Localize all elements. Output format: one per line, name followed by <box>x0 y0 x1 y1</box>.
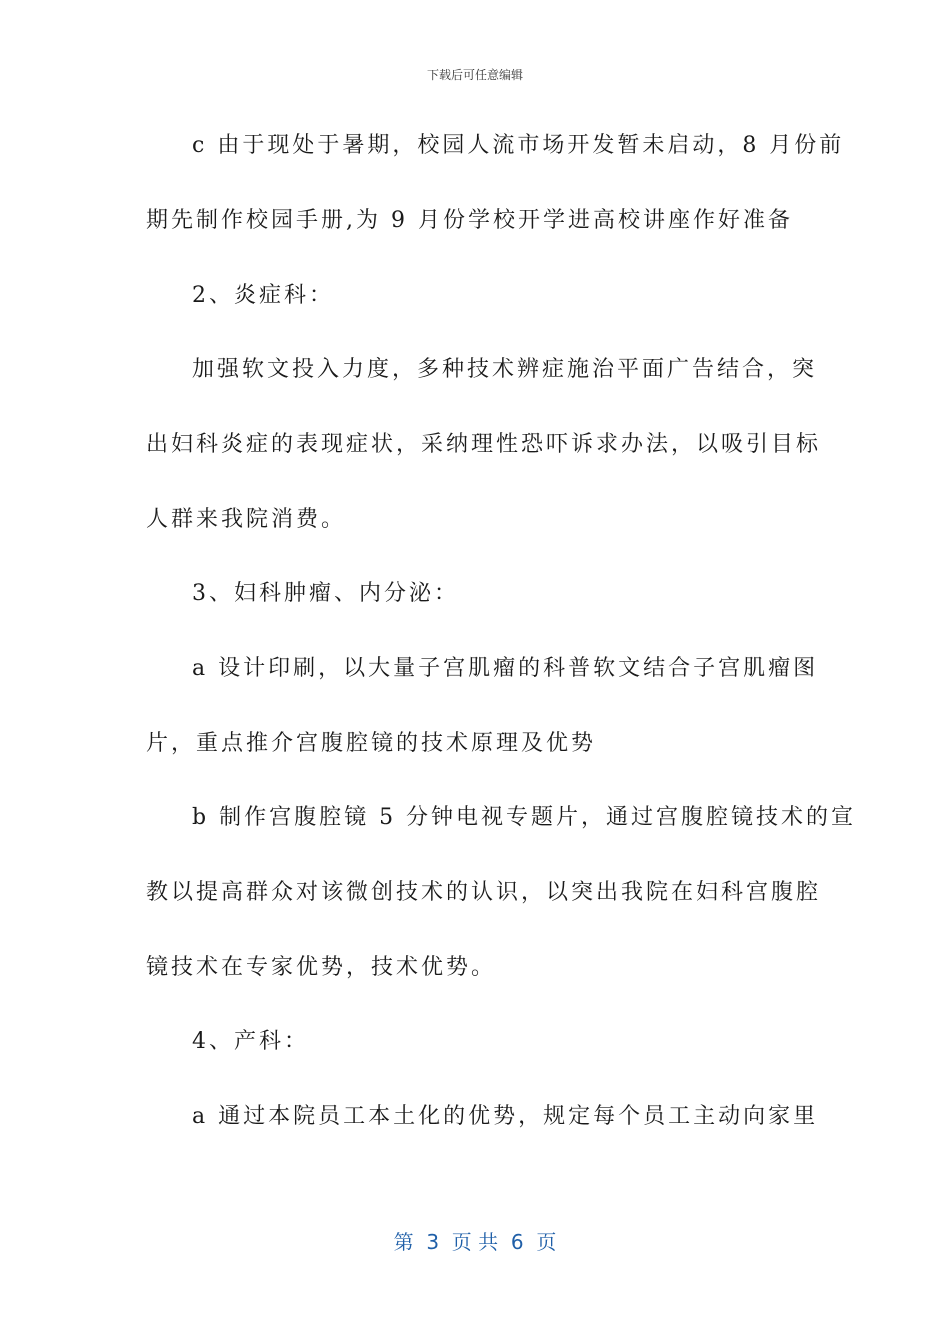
page-header: 下载后可任意编辑 <box>426 68 523 82</box>
body-line-1: c 由于现处于暑期，校园人流市场开发暂未启动，8 月份前 <box>192 133 845 158</box>
body-line-6: 人群来我院消费。 <box>146 507 347 532</box>
body-line-5: 出妇科炎症的表现症状，采纳理性恐吓诉求办法，以吸引目标 <box>146 432 822 457</box>
body-line-12: 镜技术在专家优势，技术优势。 <box>146 955 497 980</box>
body-line-10: b 制作宫腹腔镜 5 分钟电视专题片，通过宫腹腔镜技术的宣 <box>192 805 857 830</box>
body-line-8: a 设计印刷，以大量子宫肌瘤的科普软文结合子宫肌瘤图 <box>192 656 819 681</box>
section-heading-obstetrics: 4、产科： <box>192 1029 309 1054</box>
section-heading-inflammation: 2、炎症科： <box>192 283 334 308</box>
body-line-2: 期先制作校园手册,为 9 月份学校开学进高校讲座作好准备 <box>146 208 793 233</box>
body-line-11: 教以提高群众对该微创技术的认识，以突出我院在妇科宫腹腔 <box>146 880 822 905</box>
page-number: 第 3 页 共 6 页 <box>393 1230 557 1254</box>
body-line-4: 加强软文投入力度，多种技术辨症施治平面广告结合，突 <box>192 357 818 382</box>
body-line-14: a 通过本院员工本土化的优势，规定每个员工主动向家里 <box>192 1104 819 1129</box>
section-heading-tumor: 3、妇科肿瘤、内分泌： <box>192 581 459 606</box>
body-line-9: 片，重点推介宫腹腔镜的技术原理及优势 <box>146 731 597 756</box>
